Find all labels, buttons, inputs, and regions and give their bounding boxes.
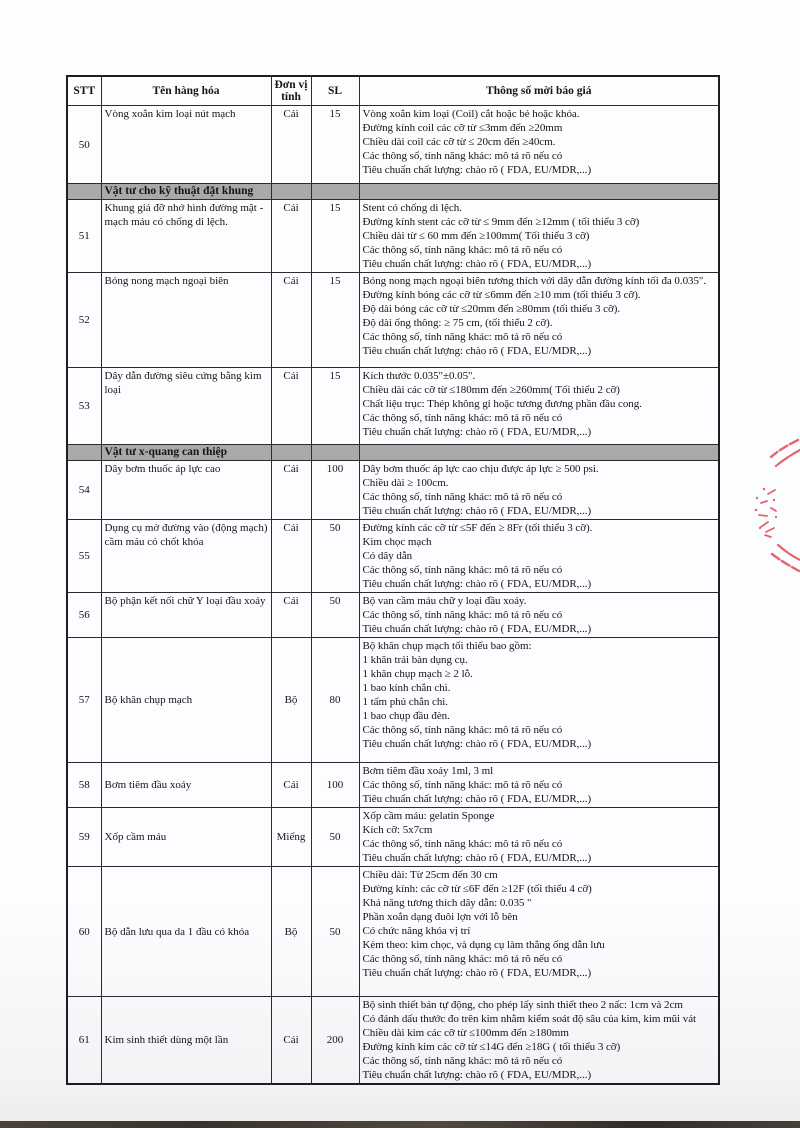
item-unit: Cái [271,368,311,445]
spec-line: Đường kính kim các cỡ từ ≤14G đến ≥18G ( tối thiểu 3 cỡ) [362,1041,621,1053]
spec-line: Các thông số, tính năng khác: mô tả rõ nếu có [362,412,563,424]
item-specs [359,368,719,445]
spec-line: Bơm tiêm đầu xoáy 1ml, 3 ml [362,765,494,777]
item-specs [359,997,719,1085]
spec-line: Đường kính bóng các cỡ từ ≤6mm đến ≥10 mm (tối thiểu 3 cỡ). [362,289,641,301]
spec-line: Tiêu chuẩn chất lượng: chào rõ ( FDA, EU/MDR,...) [362,164,592,176]
item-quantity: 50 [311,593,359,638]
row-number: 51 [67,200,101,273]
spec-line: Stent có chống di lệch. [362,202,462,214]
item-specs [359,638,719,763]
spec-line: Các thông số, tính năng khác: mô tả rõ nếu có [362,1055,563,1067]
item-quantity: 200 [311,997,359,1085]
table-row [67,461,719,520]
column-header-spec: Thông số mời báo giá [359,76,719,106]
spec-line: 1 tấm phủ chắn chì. [362,696,448,708]
spec-line: Bóng nong mạch ngoại biên tương thích với dây dẫn đường kính tối đa 0.035". [362,275,707,287]
item-specs [359,867,719,997]
table-row [67,867,719,997]
spec-line: Kèm theo: kim chọc, và dụng cụ làm thẳng ống dẫn lưu [362,939,605,951]
spec-line: Chất liệu trục: Thép không gỉ hoặc tương đương phần đầu cong. [362,398,642,410]
spec-line: Kích cỡ: 5x7cm [362,824,433,836]
item-unit: Cái [271,593,311,638]
spec-line: Có đánh dấu thước đo trên kim nhằm kiểm soát độ sâu của kim, kim mũi vát [362,1013,697,1025]
row-number: 55 [67,520,101,593]
item-unit: Cái [271,461,311,520]
spec-line: Các thông số, tính năng khác: mô tả rõ nếu có [362,150,563,162]
item-unit: Cái [271,520,311,593]
table-row [67,997,719,1085]
spec-line: Các thông số, tính năng khác: mô tả rõ nếu có [362,724,563,736]
item-specs [359,200,719,273]
spec-line: Các thông số, tính năng khác: mô tả rõ nếu có [362,491,563,503]
item-specs [359,808,719,867]
section-cell-stt [67,445,101,461]
spec-line: Phần xoắn dạng đuôi lợn với lỗ bên [362,911,518,923]
row-number: 50 [67,106,101,184]
item-quantity: 15 [311,273,359,368]
item-specs [359,273,719,368]
item-quantity: 50 [311,808,359,867]
table-header-row [67,76,719,106]
table-row [67,200,719,273]
spec-line: Tiêu chuẩn chất lượng: chào rõ ( FDA, EU/MDR,...) [362,258,592,270]
spec-line: Đường kính coil các cỡ từ ≤3mm đến ≥20mm [362,122,563,134]
spec-line: Kích thước 0.035"±0.05". [362,370,476,382]
spec-line: Chiều dài các cỡ từ ≤180mm đến ≥260mm( Tối thiểu 2 cỡ) [362,384,620,396]
item-name: Bộ phận kết nối chữ Y loại đầu xoáy [101,593,271,638]
row-number: 56 [67,593,101,638]
column-header-name: Tên hàng hóa [101,76,271,106]
row-number: 54 [67,461,101,520]
item-quantity: 80 [311,638,359,763]
item-unit: Miếng [271,808,311,867]
spec-line: 1 khăn chụp mạch ≥ 2 lỗ. [362,668,473,680]
spec-line: Độ dài bóng các cỡ từ ≤20mm đến ≥80mm (tối thiểu 3 cỡ). [362,303,621,315]
item-quantity: 15 [311,368,359,445]
spec-line: Các thông số, tính năng khác: mô tả rõ nếu có [362,564,563,576]
item-specs [359,763,719,808]
item-name: Bộ khăn chụp mạch [101,638,271,763]
item-name: Dây bơm thuốc áp lực cao [101,461,271,520]
scan-edge-strip [0,1121,800,1128]
column-header-unit: Đơn vị tính [271,76,311,106]
table-row [67,638,719,763]
spec-line: Các thông số, tính năng khác: mô tả rõ nếu có [362,244,563,256]
item-specs [359,520,719,593]
item-quantity: 100 [311,461,359,520]
spec-line: Bộ van cầm máu chữ y loại đầu xoáy. [362,595,527,607]
spec-line: Chiều dài ≥ 100cm. [362,477,449,489]
spec-line: Tiêu chuẩn chất lượng: chào rõ ( FDA, EU/MDR,...) [362,1069,592,1081]
item-unit: Cái [271,763,311,808]
spec-line: Đường kính: các cỡ từ ≤6F đến ≥12F (tối thiểu 4 cỡ) [362,883,592,895]
section-row [67,445,719,461]
section-cell-sl [311,184,359,200]
table-row [67,593,719,638]
section-cell-stt [67,184,101,200]
section-cell-sl [311,445,359,461]
spec-line: Có chức năng khóa vị trí [362,925,471,937]
spec-line: Chiều dài kim các cỡ từ ≤100mm đến ≥180mm [362,1027,569,1039]
table-row [67,106,719,184]
item-unit: Bộ [271,867,311,997]
item-specs [359,593,719,638]
item-unit: Bộ [271,638,311,763]
spec-line: Tiêu chuẩn chất lượng: chào rõ ( FDA, EU/MDR,...) [362,793,592,805]
spec-line: Chiều dài: Từ 25cm đến 30 cm [362,869,498,881]
spec-line: Tiêu chuẩn chất lượng: chào rõ ( FDA, EU/MDR,...) [362,967,592,979]
spec-line: Độ dài ống thông: ≥ 75 cm, (tối thiểu 2 cỡ). [362,317,553,329]
spec-line: Tiêu chuẩn chất lượng: chào rõ ( FDA, EU/MDR,...) [362,852,592,864]
spec-line: Bộ sinh thiết bán tự động, cho phép lấy sinh thiết theo 2 nấc: 1cm và 2cm [362,999,683,1011]
section-cell-unit [271,184,311,200]
spec-line: Khả năng tương thích dây dẫn: 0.035 " [362,897,532,909]
item-quantity: 15 [311,106,359,184]
spec-line: Các thông số, tính năng khác: mô tả rõ nếu có [362,953,563,965]
section-cell-unit [271,445,311,461]
spec-line: Đường kính các cỡ từ ≤5F đến ≥ 8Fr (tối thiểu 3 cỡ). [362,522,593,534]
item-specs [359,461,719,520]
table-row [67,520,719,593]
row-number: 60 [67,867,101,997]
item-name: Xốp cầm máu [101,808,271,867]
spec-line: Các thông số, tính năng khác: mô tả rõ nếu có [362,838,563,850]
spec-line: Các thông số, tính năng khác: mô tả rõ nếu có [362,331,563,343]
row-number: 52 [67,273,101,368]
spec-line: 1 khăn trải bàn dụng cụ. [362,654,468,666]
table-body [67,106,719,1085]
spec-line: 1 bao kính chắn chì. [362,682,451,694]
spec-line: Chiều dài coil các cỡ từ ≤ 20cm đến ≥40cm. [362,136,556,148]
item-quantity: 100 [311,763,359,808]
item-quantity: 50 [311,867,359,997]
spec-line: Đường kính stent các cỡ từ ≤ 9mm đến ≥12mm ( tối thiểu 3 cỡ) [362,216,640,228]
item-unit: Cái [271,106,311,184]
row-number: 58 [67,763,101,808]
spec-line: Xốp cầm máu: gelatin Sponge [362,810,495,822]
spec-line: Các thông số, tính năng khác: mô tả rõ nếu có [362,779,563,791]
spec-line: 1 bao chụp đầu đèn. [362,710,450,722]
column-header-sl: SL [311,76,359,106]
spec-line: Tiêu chuẩn chất lượng: chào rõ ( FDA, EU/MDR,...) [362,623,592,635]
spec-line: Tiêu chuẩn chất lượng: chào rõ ( FDA, EU/MDR,...) [362,738,592,750]
item-name: Dụng cụ mở đường vào (động mạch) cầm máu có chốt khóa [101,520,271,593]
spec-line: Tiêu chuẩn chất lượng: chào rõ ( FDA, EU/MDR,...) [362,505,592,517]
item-unit: Cái [271,200,311,273]
section-cell-spec [359,184,719,200]
table-row [67,808,719,867]
red-seal-stamp [738,420,800,605]
row-number: 61 [67,997,101,1085]
spec-line: Tiêu chuẩn chất lượng: chào rõ ( FDA, EU/MDR,...) [362,426,592,438]
item-specs [359,106,719,184]
item-unit: Cái [271,997,311,1085]
item-name: Bóng nong mạch ngoại biên [101,273,271,368]
spec-line: Có dây dẫn [362,550,413,562]
section-label: Vật tư x-quang can thiệp [101,445,271,461]
spec-line: Các thông số, tính năng khác: mô tả rõ nếu có [362,609,563,621]
table-row [67,273,719,368]
section-cell-spec [359,445,719,461]
spec-line: Bộ khăn chụp mạch tối thiểu bao gồm: [362,640,532,652]
item-name: Kim sinh thiết dùng một lần [101,997,271,1085]
section-row [67,184,719,200]
item-name: Khung giá đỡ nhớ hình đường mật - mạch máu có chống di lệch. [101,200,271,273]
quotation-table [66,75,720,1085]
item-quantity: 15 [311,200,359,273]
spec-line: Tiêu chuẩn chất lượng: chào rõ ( FDA, EU/MDR,...) [362,345,592,357]
spec-line: Kim chọc mạch [362,536,432,548]
table-row [67,368,719,445]
item-quantity: 50 [311,520,359,593]
item-unit: Cái [271,273,311,368]
section-label: Vật tư cho kỹ thuật đặt khung [101,184,271,200]
item-name: Bơm tiêm đầu xoáy [101,763,271,808]
table-row [67,763,719,808]
spec-line: Dây bơm thuốc áp lực cao chịu được áp lực ≥ 500 psi. [362,463,599,475]
item-name: Bộ dẫn lưu qua da 1 đầu có khóa [101,867,271,997]
row-number: 57 [67,638,101,763]
row-number: 53 [67,368,101,445]
spec-line: Tiêu chuẩn chất lượng: chào rõ ( FDA, EU/MDR,...) [362,578,592,590]
column-header-stt: STT [67,76,101,106]
item-name: Vòng xoắn kim loại nút mạch [101,106,271,184]
spec-line: Vòng xoắn kim loại (Coil) cắt hoặc bẻ hoặc khóa. [362,108,580,120]
spec-line: Chiều dài từ ≤ 60 mm đến ≥100mm( Tối thiểu 3 cỡ) [362,230,590,242]
item-name: Dây dẫn đường siêu cứng bằng kim loại [101,368,271,445]
row-number: 59 [67,808,101,867]
